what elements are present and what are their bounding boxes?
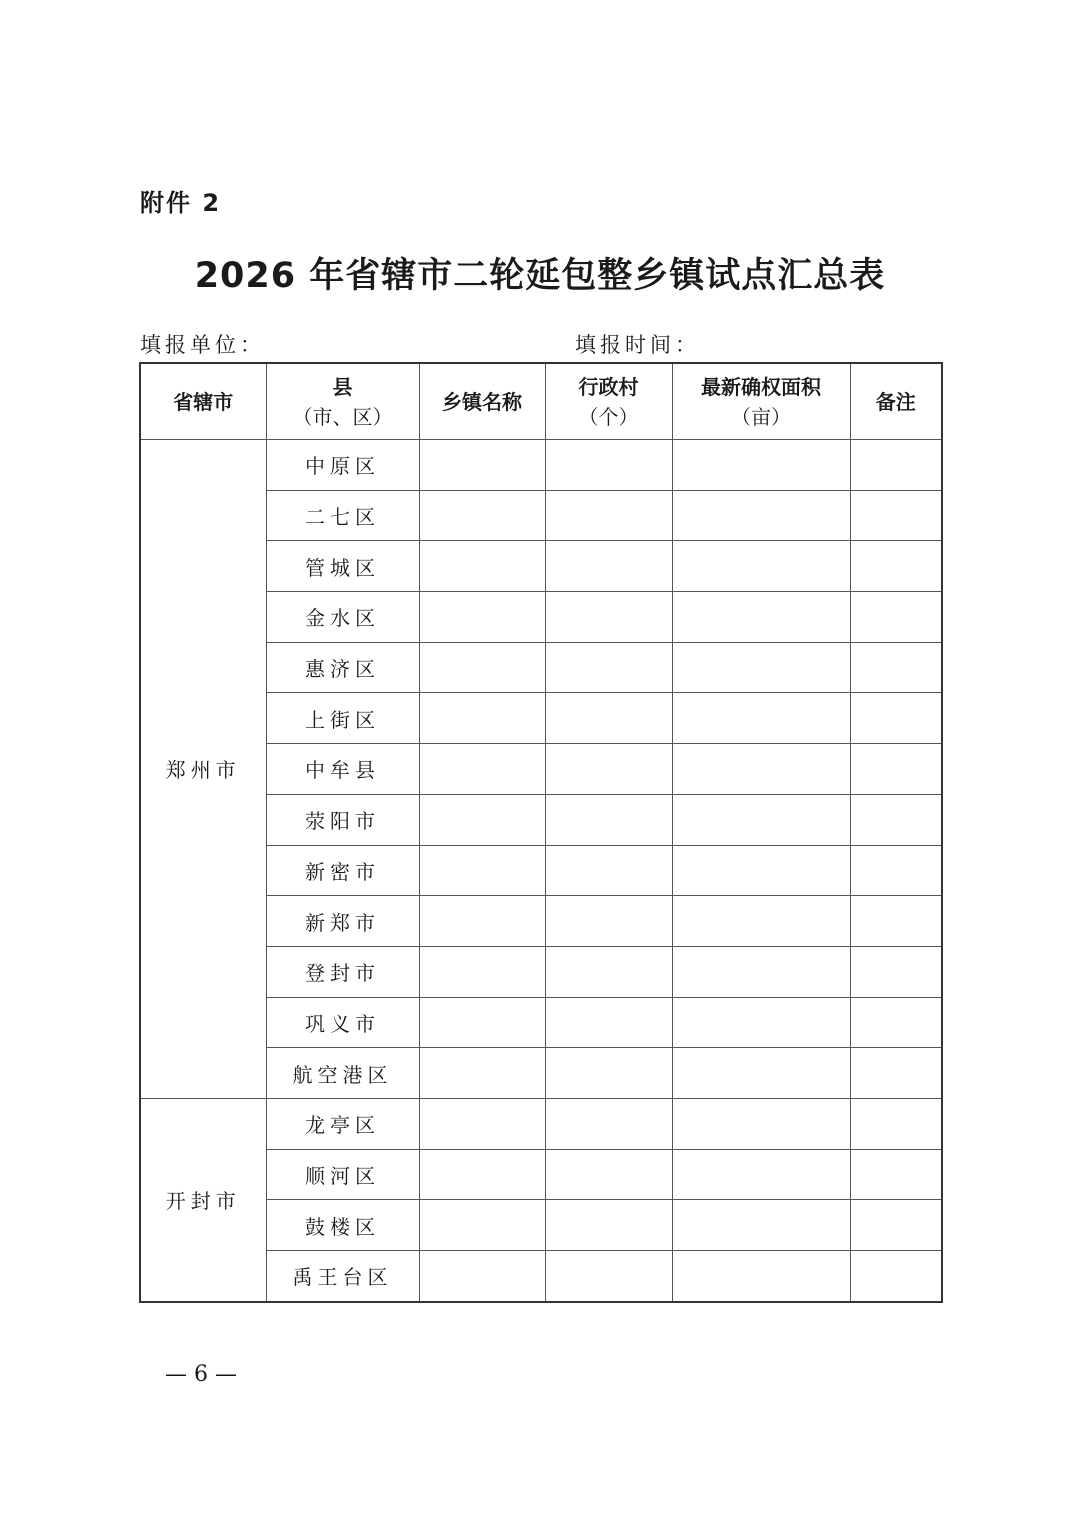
area-cell[interactable]	[672, 896, 850, 947]
township-cell[interactable]	[419, 845, 545, 896]
township-cell[interactable]	[419, 642, 545, 693]
villages-cell[interactable]	[545, 946, 672, 997]
remarks-cell[interactable]	[850, 1149, 942, 1200]
remarks-cell[interactable]	[850, 744, 942, 795]
villages-cell[interactable]	[545, 1149, 672, 1200]
area-cell[interactable]	[672, 1048, 850, 1099]
villages-cell[interactable]	[545, 642, 672, 693]
county-cell: 巩义市	[266, 997, 419, 1048]
county-cell: 荥阳市	[266, 794, 419, 845]
villages-cell[interactable]	[545, 490, 672, 541]
county-cell: 顺河区	[266, 1149, 419, 1200]
area-cell[interactable]	[672, 1200, 850, 1251]
county-cell: 鼓楼区	[266, 1200, 419, 1251]
column-header-villages: 行政村 （个）	[545, 363, 672, 440]
column-header-city: 省辖市	[140, 363, 266, 440]
column-header-area: 最新确权面积 （亩）	[672, 363, 850, 440]
villages-cell[interactable]	[545, 541, 672, 592]
township-cell[interactable]	[419, 744, 545, 795]
county-cell: 中牟县	[266, 744, 419, 795]
villages-cell[interactable]	[545, 997, 672, 1048]
villages-cell[interactable]	[545, 592, 672, 643]
county-cell: 惠济区	[266, 642, 419, 693]
city-cell: 郑州市	[140, 440, 266, 1099]
remarks-cell[interactable]	[850, 1098, 942, 1149]
area-cell[interactable]	[672, 1098, 850, 1149]
villages-cell[interactable]	[545, 440, 672, 491]
remarks-cell[interactable]	[850, 490, 942, 541]
summary-table	[139, 362, 943, 1303]
township-cell[interactable]	[419, 490, 545, 541]
remarks-cell[interactable]	[850, 1251, 942, 1302]
page-number: — 6 —	[165, 1362, 237, 1387]
attachment-label: 附件 2	[140, 189, 222, 217]
area-cell[interactable]	[672, 541, 850, 592]
area-cell[interactable]	[672, 845, 850, 896]
villages-cell[interactable]	[545, 794, 672, 845]
area-cell[interactable]	[672, 1251, 850, 1302]
villages-cell[interactable]	[545, 1098, 672, 1149]
county-cell: 航空港区	[266, 1048, 419, 1099]
county-cell: 上街区	[266, 693, 419, 744]
fill-time-label: 填报时间：	[575, 333, 700, 357]
area-cell[interactable]	[672, 440, 850, 491]
villages-cell[interactable]	[545, 1048, 672, 1099]
township-cell[interactable]	[419, 592, 545, 643]
area-cell[interactable]	[672, 642, 850, 693]
county-cell: 禹王台区	[266, 1251, 419, 1302]
remarks-cell[interactable]	[850, 1200, 942, 1251]
county-cell: 管城区	[266, 541, 419, 592]
table-row	[140, 440, 942, 491]
villages-cell[interactable]	[545, 1251, 672, 1302]
column-header-remarks: 备注	[850, 363, 942, 440]
township-cell[interactable]	[419, 1251, 545, 1302]
area-cell[interactable]	[672, 490, 850, 541]
fill-unit-label: 填报单位：	[140, 333, 265, 357]
county-cell: 二七区	[266, 490, 419, 541]
remarks-cell[interactable]	[850, 642, 942, 693]
area-cell[interactable]	[672, 997, 850, 1048]
township-cell[interactable]	[419, 693, 545, 744]
table-row	[140, 1098, 942, 1149]
remarks-cell[interactable]	[850, 592, 942, 643]
township-cell[interactable]	[419, 1149, 545, 1200]
villages-cell[interactable]	[545, 744, 672, 795]
city-cell: 开封市	[140, 1098, 266, 1301]
villages-cell[interactable]	[545, 693, 672, 744]
remarks-cell[interactable]	[850, 541, 942, 592]
column-header-township: 乡镇名称	[419, 363, 545, 440]
remarks-cell[interactable]	[850, 896, 942, 947]
area-cell[interactable]	[672, 592, 850, 643]
township-cell[interactable]	[419, 946, 545, 997]
county-cell: 龙亭区	[266, 1098, 419, 1149]
area-cell[interactable]	[672, 946, 850, 997]
township-cell[interactable]	[419, 1200, 545, 1251]
page-title: 2026 年省辖市二轮延包整乡镇试点汇总表	[194, 256, 886, 296]
township-cell[interactable]	[419, 541, 545, 592]
township-cell[interactable]	[419, 1098, 545, 1149]
column-header-county: 县 （市、区）	[266, 363, 419, 440]
remarks-cell[interactable]	[850, 1048, 942, 1099]
township-cell[interactable]	[419, 896, 545, 947]
remarks-cell[interactable]	[850, 946, 942, 997]
villages-cell[interactable]	[545, 845, 672, 896]
county-cell: 中原区	[266, 440, 419, 491]
remarks-cell[interactable]	[850, 794, 942, 845]
header-row	[140, 363, 942, 440]
remarks-cell[interactable]	[850, 440, 942, 491]
villages-cell[interactable]	[545, 896, 672, 947]
township-cell[interactable]	[419, 1048, 545, 1099]
villages-cell[interactable]	[545, 1200, 672, 1251]
remarks-cell[interactable]	[850, 845, 942, 896]
remarks-cell[interactable]	[850, 693, 942, 744]
area-cell[interactable]	[672, 744, 850, 795]
county-cell: 金水区	[266, 592, 419, 643]
county-cell: 新密市	[266, 845, 419, 896]
county-cell: 登封市	[266, 946, 419, 997]
area-cell[interactable]	[672, 693, 850, 744]
area-cell[interactable]	[672, 794, 850, 845]
township-cell[interactable]	[419, 997, 545, 1048]
area-cell[interactable]	[672, 1149, 850, 1200]
township-cell[interactable]	[419, 440, 545, 491]
township-cell[interactable]	[419, 794, 545, 845]
remarks-cell[interactable]	[850, 997, 942, 1048]
county-cell: 新郑市	[266, 896, 419, 947]
table-body	[140, 440, 942, 1302]
